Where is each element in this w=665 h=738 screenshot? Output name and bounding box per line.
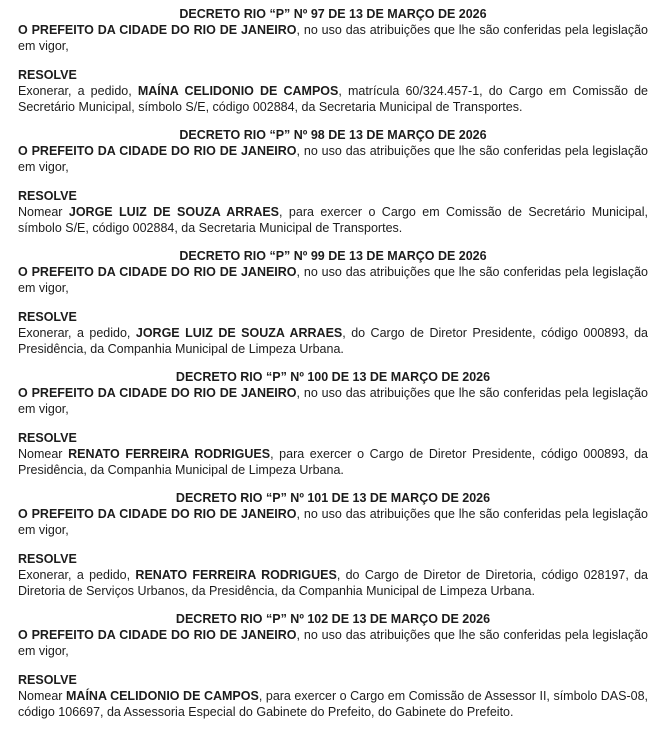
decree-preamble — [18, 627, 648, 659]
decree-action — [18, 325, 648, 357]
decree-preamble — [18, 506, 648, 538]
decree-title: DECRETO RIO “P” Nº 97 DE 13 DE MARÇO DE 2026 — [179, 7, 487, 21]
person-name: MAÍNA CELIDONIO DE CAMPOS — [66, 689, 259, 703]
decree-99 — [18, 248, 648, 357]
decree-action — [18, 446, 648, 478]
decree-action — [18, 567, 648, 599]
decree-101 — [18, 490, 648, 599]
decree-100 — [18, 369, 648, 478]
resolve-label: RESOLVE — [18, 552, 77, 566]
action-prefix-text: Exonerar, a pedido, — [18, 568, 136, 582]
preamble-rest-text: , no uso das atribuições que lhe são conferidas pela legislação em vigor, — [18, 628, 649, 658]
person-name: MAÍNA CELIDONIO DE CAMPOS — [137, 84, 339, 98]
decree-title: DECRETO RIO “P” Nº 102 DE 13 DE MARÇO DE 2026 — [175, 612, 491, 626]
person-name: RENATO FERREIRA RODRIGUES — [68, 447, 271, 461]
preamble-rest-text: , no uso das atribuições que lhe são conferidas pela legislação em vigor, — [18, 386, 649, 416]
resolve-label: RESOLVE — [18, 431, 77, 445]
decree-title: DECRETO RIO “P” Nº 98 DE 13 DE MARÇO DE 2026 — [179, 128, 487, 142]
decree-action — [18, 83, 648, 115]
decree-title: DECRETO RIO “P” Nº 101 DE 13 DE MARÇO DE 2026 — [175, 491, 491, 505]
person-name: JORGE LUIZ DE SOUZA ARRAES — [135, 326, 343, 340]
prefeito-heading-text: O PREFEITO DA CIDADE DO RIO DE JANEIRO — [18, 386, 297, 400]
preamble-rest-text: , no uso das atribuições que lhe são conferidas pela legislação em vigor, — [18, 507, 649, 537]
action-prefix-text: Exonerar, a pedido, — [18, 326, 136, 340]
action-prefix-text: Nomear — [18, 205, 69, 219]
action-suffix-text: , para exercer o Cargo em Comissão de Secretário Municipal, símbolo S/E, código 002884, da Secretaria Municipal de Transportes. — [18, 205, 648, 235]
action-prefix-text: Exonerar, a pedido, — [18, 84, 138, 98]
decree-102 — [18, 611, 648, 720]
decree-preamble — [18, 264, 648, 296]
prefeito-heading-text: O PREFEITO DA CIDADE DO RIO DE JANEIRO — [18, 265, 297, 279]
person-name: RENATO FERREIRA RODRIGUES — [135, 568, 337, 582]
action-suffix-text: , do Cargo de Diretor de Diretoria, código 028197, da Diretoria de Serviços Urbanos, da Presidência, da Companhia Municipal de Limpeza Urbana. — [18, 568, 649, 598]
prefeito-heading-text: O PREFEITO DA CIDADE DO RIO DE JANEIRO — [18, 23, 297, 37]
prefeito-heading-text: O PREFEITO DA CIDADE DO RIO DE JANEIRO — [18, 628, 297, 642]
action-prefix-text: Nomear — [18, 447, 69, 461]
preamble-rest-text: , no uso das atribuições que lhe são conferidas pela legislação em vigor, — [18, 23, 649, 53]
decree-title: DECRETO RIO “P” Nº 100 DE 13 DE MARÇO DE 2026 — [175, 370, 491, 384]
action-suffix-text: , para exercer o Cargo em Comissão de Assessor II, símbolo DAS-08, código 106697, da Assessoria Especial do Gabinete do Prefeito, do Gabinete do Prefeito. — [18, 689, 649, 719]
gazette-page — [18, 6, 648, 720]
decree-action — [18, 688, 648, 720]
action-prefix-text: Nomear — [18, 689, 67, 703]
decree-title: DECRETO RIO “P” Nº 99 DE 13 DE MARÇO DE 2026 — [179, 249, 487, 263]
action-suffix-text: , para exercer o Cargo de Diretor Presidente, código 000893, da Presidência, da Companhia Municipal de Limpeza Urbana. — [18, 447, 648, 477]
preamble-rest-text: , no uso das atribuições que lhe são conferidas pela legislação em vigor, — [18, 265, 649, 295]
decree-97 — [18, 6, 648, 115]
resolve-label: RESOLVE — [18, 673, 77, 687]
prefeito-heading-text: O PREFEITO DA CIDADE DO RIO DE JANEIRO — [18, 507, 297, 521]
decree-preamble — [18, 385, 648, 417]
action-suffix-text: , matrícula 60/324.457-1, do Cargo em Comissão de Secretário Municipal, símbolo S/E, código 002884, da Secretaria Municipal de Transportes. — [18, 84, 648, 114]
decree-action — [18, 204, 648, 236]
resolve-label: RESOLVE — [18, 310, 77, 324]
resolve-label: RESOLVE — [18, 189, 77, 203]
preamble-rest-text: , no uso das atribuições que lhe são conferidas pela legislação em vigor, — [18, 144, 649, 174]
person-name: JORGE LUIZ DE SOUZA ARRAES — [68, 205, 280, 219]
prefeito-heading-text: O PREFEITO DA CIDADE DO RIO DE JANEIRO — [18, 144, 297, 158]
resolve-label: RESOLVE — [18, 68, 77, 82]
decree-preamble — [18, 143, 648, 175]
decree-98 — [18, 127, 648, 236]
decree-preamble — [18, 22, 648, 54]
action-suffix-text: , do Cargo de Diretor Presidente, código 000893, da Presidência, da Companhia Municipal de Limpeza Urbana. — [18, 326, 648, 356]
